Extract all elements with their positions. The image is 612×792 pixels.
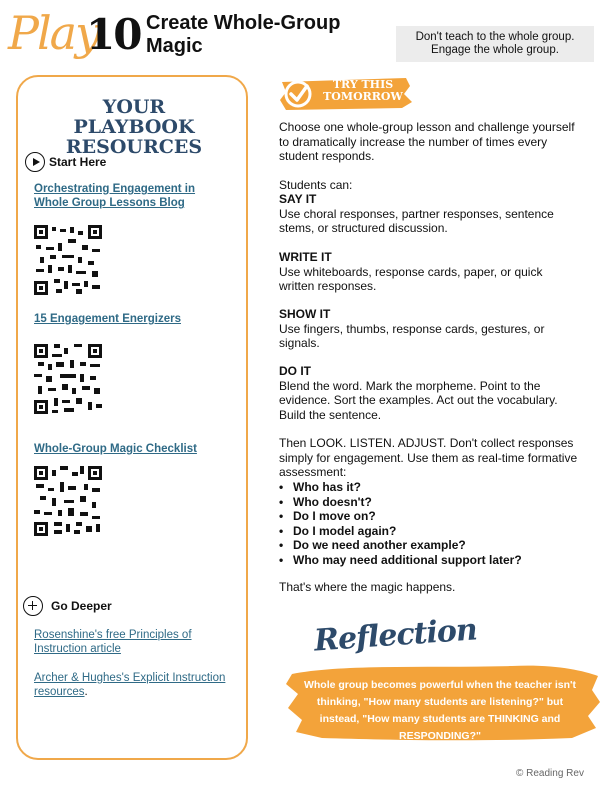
- list-item: • Who doesn't?: [279, 495, 522, 510]
- link-archer-hughes-resources[interactable]: Archer & Hughes's Explicit Instruction resources: [34, 672, 226, 698]
- logo-number: 10: [86, 10, 141, 59]
- action-heading: WRITE IT: [279, 250, 332, 264]
- badge-line-1: TRY THIS: [332, 78, 394, 91]
- copyright: © Reading Rev: [516, 768, 584, 779]
- list-item: • Do I move on?: [279, 509, 522, 524]
- reflection-text: Whole group becomes powerful when the teacher isn't thinking, "How many students are listening?" but instead, "How many students are THINKING and RESPONDING?": [303, 679, 577, 742]
- action-body: Blend the word. Mark the morpheme. Point to the evidence. Sort the examples. Act out the vocabulary. Build the sentence.: [279, 378, 558, 422]
- action-write-it: [279, 250, 579, 294]
- action-heading: SHOW IT: [279, 307, 331, 321]
- list-item: • Who has it?: [279, 480, 522, 495]
- tagline-line-1: Don't teach to the whole group.: [415, 31, 575, 43]
- link-rosenshine-principles[interactable]: Rosenshine's free Principles of Instruction article: [34, 629, 192, 655]
- qr-code-icon[interactable]: [34, 344, 102, 414]
- action-body: Use choral responses, partner responses, sentence stems, or structured discussion.: [279, 206, 554, 235]
- archer-hughes-line: [34, 671, 234, 699]
- play-logo: [8, 6, 148, 68]
- tagline-box: [396, 26, 594, 62]
- list-item: • Do I model again?: [279, 524, 522, 539]
- action-heading: SAY IT: [279, 192, 317, 206]
- link-orchestrating-engagement-blog[interactable]: Orchestrating Engagement in Whole Group Lessons Blog: [34, 183, 196, 209]
- start-here-heading: [25, 152, 106, 172]
- start-here-label: Start Here: [49, 155, 107, 169]
- qr-code-icon[interactable]: [34, 466, 102, 536]
- plus-icon: [23, 596, 43, 616]
- action-say-it: [279, 192, 579, 236]
- badge-text: [318, 79, 408, 103]
- trailing-period: .: [84, 686, 88, 698]
- assessment-questions: [279, 480, 522, 567]
- playbook-resources-card: [16, 75, 248, 760]
- link-whole-group-magic-checklist[interactable]: Whole-Group Magic Checklist: [34, 443, 197, 455]
- action-do-it: [279, 364, 579, 422]
- qr-code-icon[interactable]: [34, 225, 102, 295]
- list-item: • Do we need another example?: [279, 538, 522, 553]
- badge-line-2: TOMORROW: [323, 90, 403, 103]
- closing-text: That's where the magic happens.: [279, 580, 456, 594]
- go-deeper-heading: [23, 596, 112, 616]
- logo-word: Play: [8, 6, 100, 60]
- action-body: Use fingers, thumbs, response cards, gestures, or signals.: [279, 321, 545, 350]
- tagline-line-2: Engage the whole group.: [431, 44, 559, 56]
- reflection-heading: Reflection: [312, 612, 478, 659]
- go-deeper-label: Go Deeper: [51, 599, 112, 613]
- resources-title: YOUR PLAYBOOK RESOURCES: [65, 96, 203, 158]
- page-title: Create Whole-Group Magic: [146, 12, 341, 57]
- then-look-listen-adjust: Then LOOK. LISTEN. ADJUST. Don't collect responses simply for engagement. Use them as real-time formative assessment:: [279, 436, 578, 479]
- action-show-it: [279, 307, 579, 351]
- intro-text: Choose one whole-group lesson and challenge yourself to dramatically increase the number of times every student responds.: [279, 120, 575, 163]
- action-body: Use whiteboards, response cards, paper, or quick written responses.: [279, 264, 543, 293]
- list-item: • Who may need additional support later?: [279, 553, 522, 568]
- try-this-tomorrow-badge: [278, 74, 413, 112]
- play-icon: [25, 152, 45, 172]
- link-engagement-energizers[interactable]: 15 Engagement Energizers: [34, 313, 181, 325]
- action-heading: DO IT: [279, 364, 311, 378]
- students-can-text: Students can:: [279, 178, 353, 192]
